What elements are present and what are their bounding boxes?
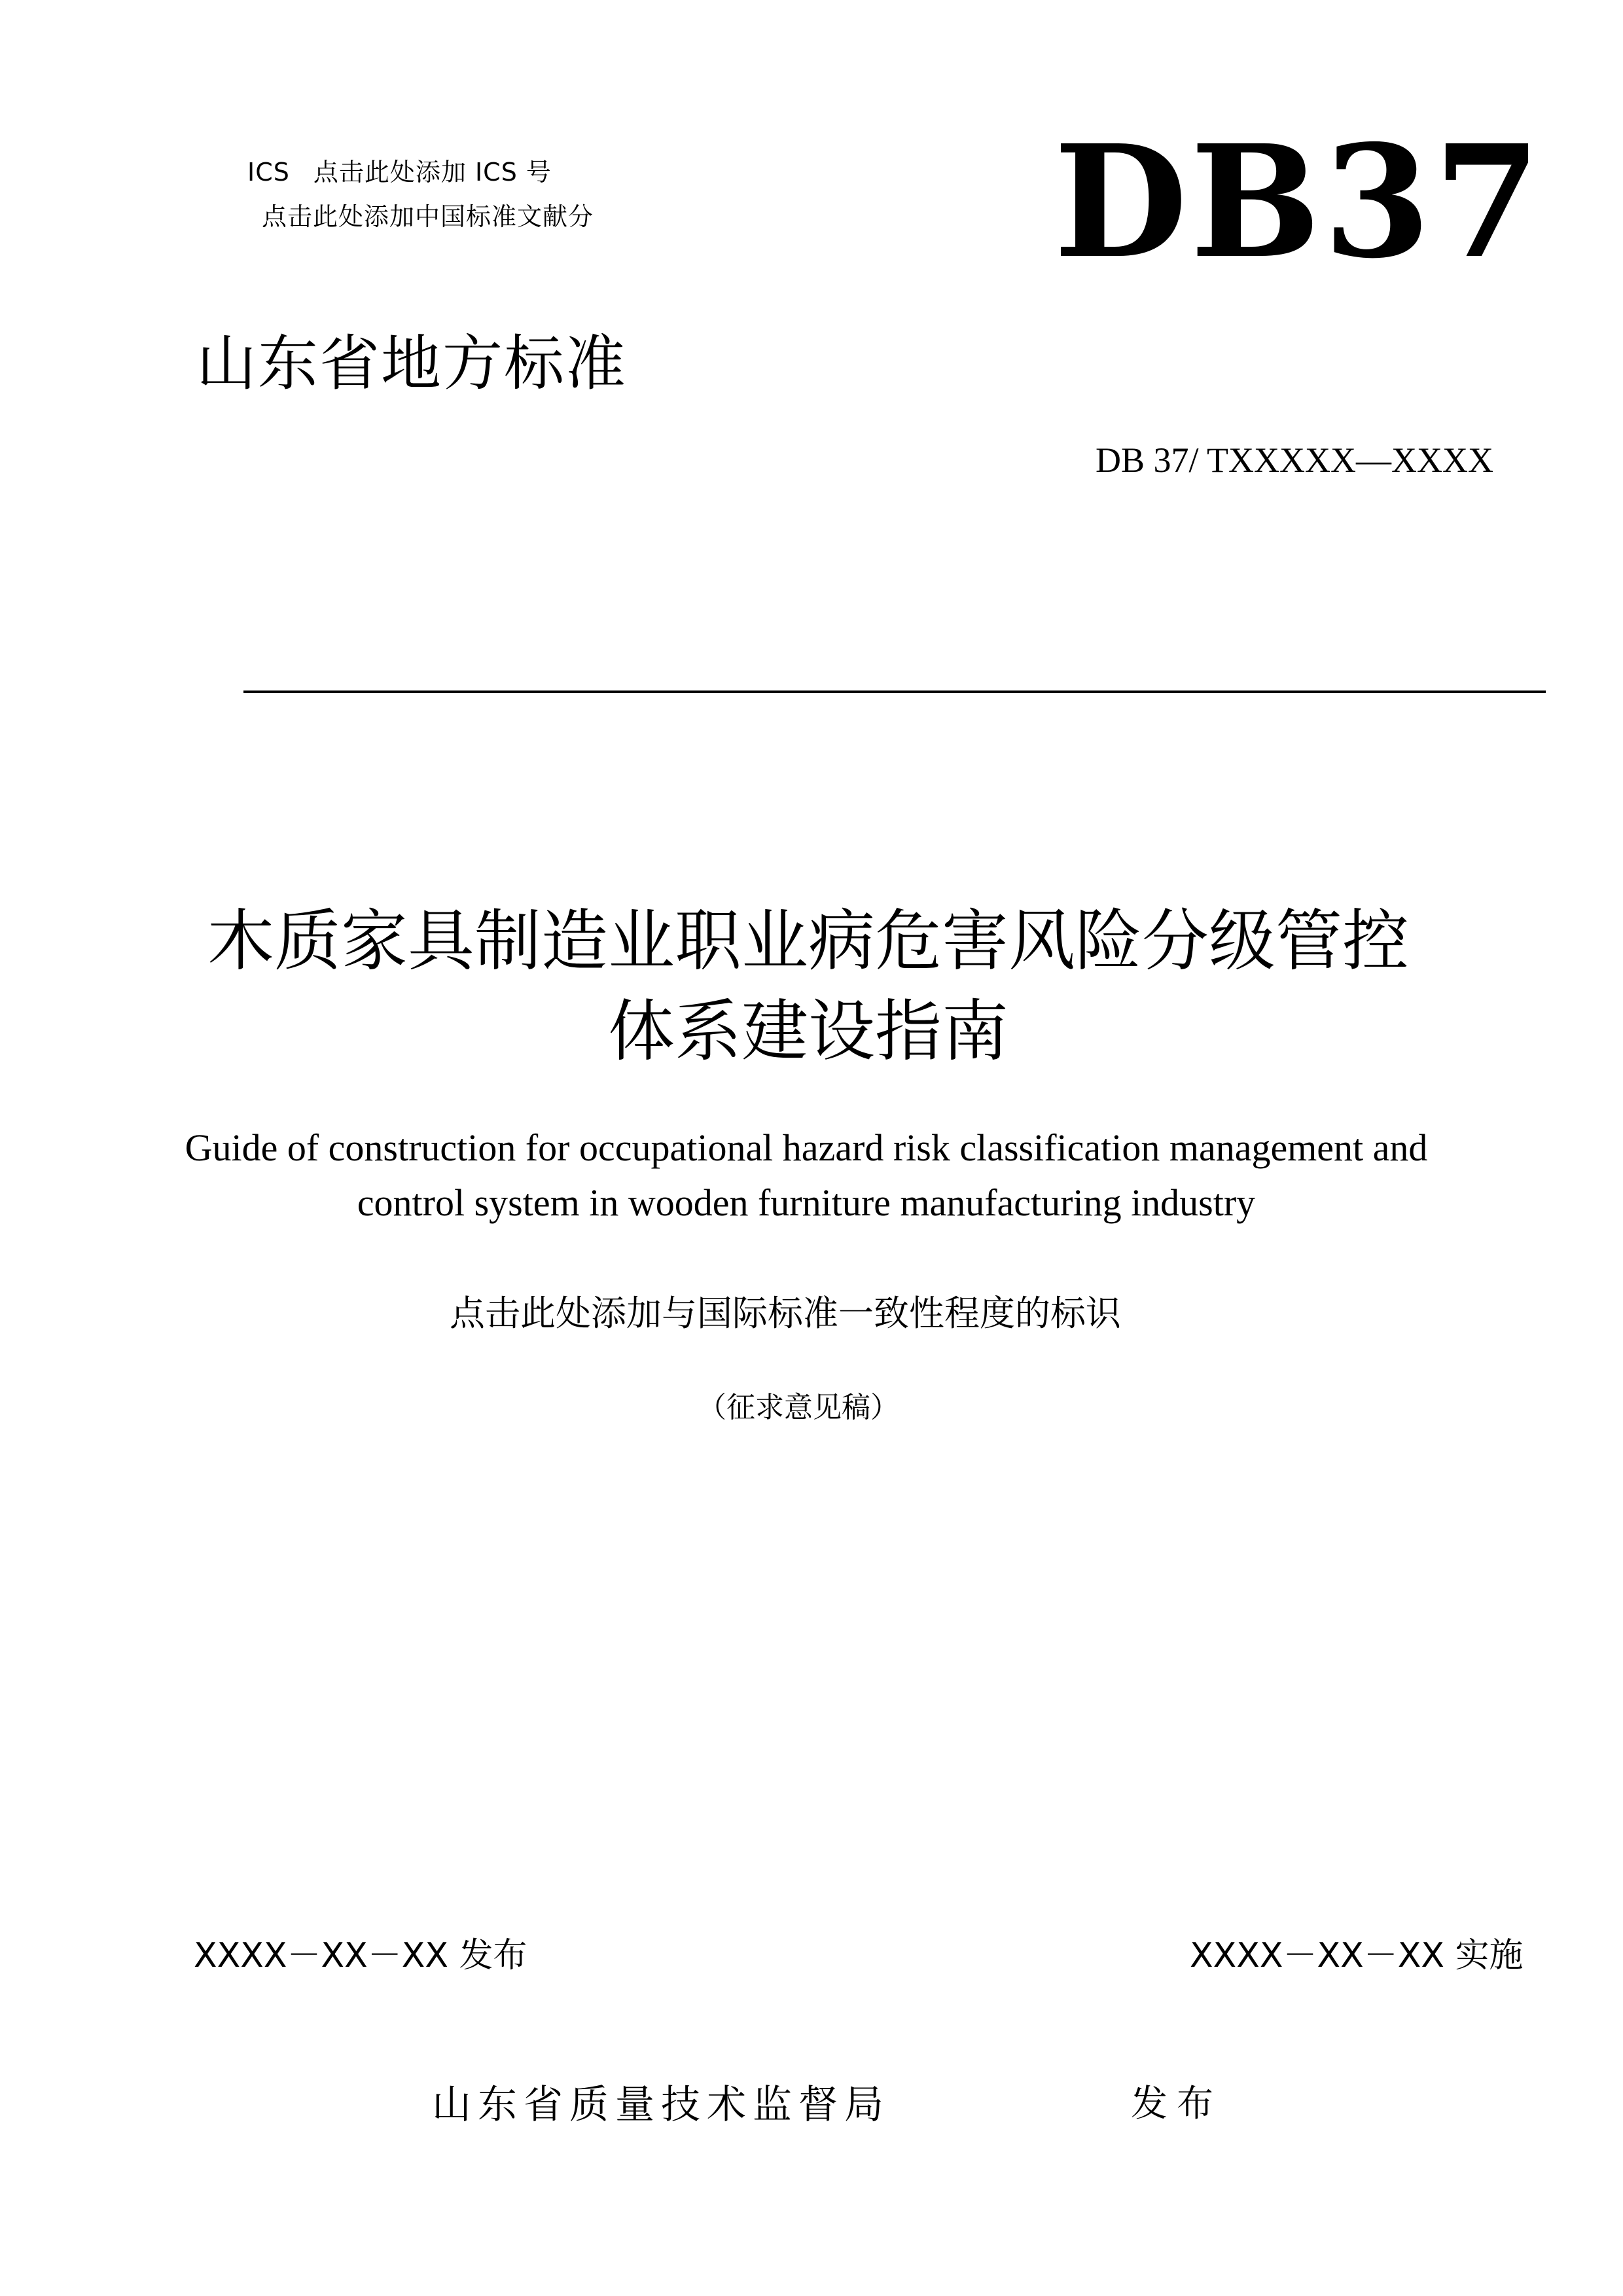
document-title [0, 897, 1623, 1077]
ccs-classification-placeholder[interactable]: 点击此处添加中国标准文献分 [262, 202, 594, 231]
title-en-line-1: Guide of construction for occupational hazard risk classification management and [185, 1126, 1428, 1169]
draft-note-row [0, 1384, 1623, 1426]
standard-number: DB 37/ TXXXXX—XXXX [1096, 440, 1494, 480]
ics-line [247, 152, 552, 188]
consistency-placeholder-row [0, 1285, 1623, 1336]
standard-category-title: 山东省地方标准 [196, 329, 628, 399]
consistency-placeholder[interactable]: 点击此处添加与国际标准一致性程度的标识 [450, 1293, 1121, 1334]
issue-date: XXXX－XX－XX 发布 [194, 1936, 527, 1975]
title-en-line-2: control system in wooden furniture manufacturing industry [357, 1181, 1256, 1224]
draft-note: （征求意见稿） [698, 1391, 899, 1424]
issuing-authority: 山东省质量技术监督局 [432, 2082, 890, 2128]
implementation-date: XXXX－XX－XX 实施 [1190, 1936, 1524, 1975]
standard-code-mark: DB37 [1054, 111, 1544, 293]
ics-number-placeholder[interactable]: 点击此处添加 ICS 号 [313, 158, 552, 187]
publish-label: 发布 [1131, 2083, 1222, 2125]
english-title [0, 1121, 1623, 1230]
header-divider [243, 691, 1546, 693]
ics-label: ICS [247, 158, 290, 187]
title-zh-line-2: 体系建设指南 [608, 993, 1008, 1071]
title-zh-line-1: 木质家具制造业职业病危害风险分级管控 [207, 903, 1409, 980]
